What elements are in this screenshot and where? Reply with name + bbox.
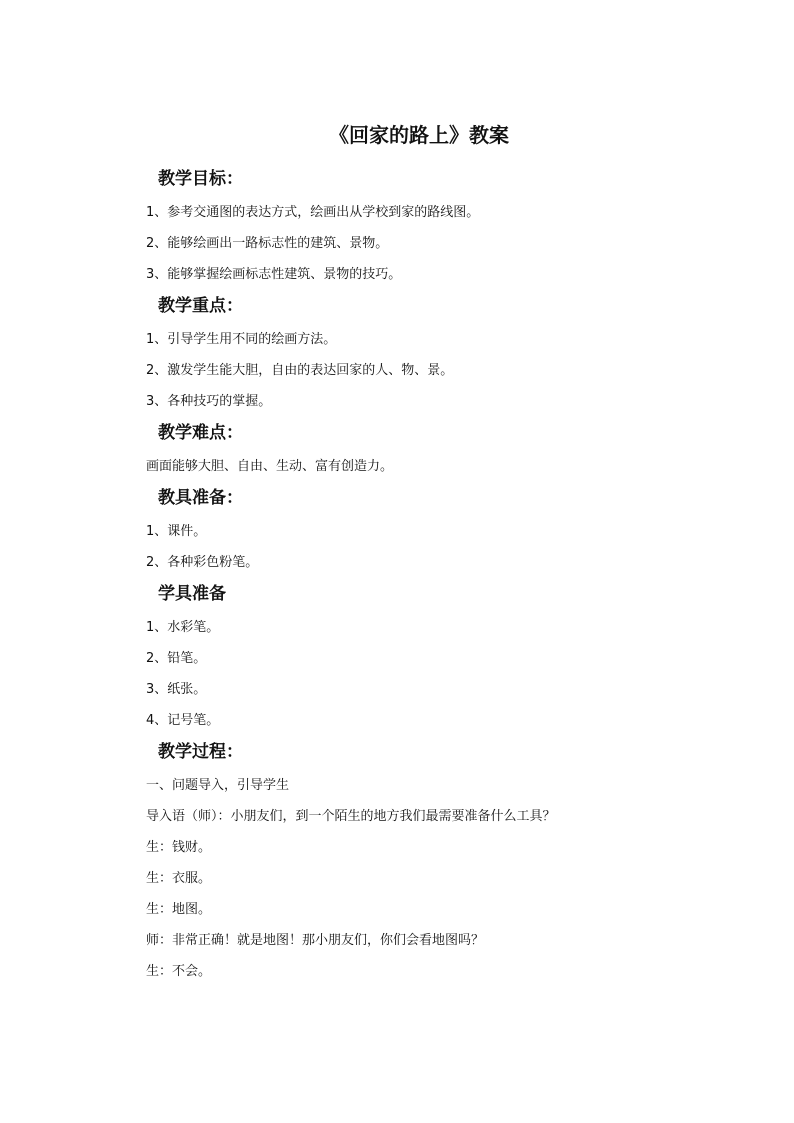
- list-item: 生：地图。: [146, 902, 212, 917]
- section-heading: 教学重点：: [158, 296, 243, 316]
- section-heading: 教具准备：: [158, 488, 243, 508]
- list-item: 4、记号笔。: [146, 713, 220, 728]
- section-heading: 教学难点：: [158, 423, 243, 443]
- list-item: 1、课件。: [146, 524, 207, 539]
- list-item: 师：非常正确！就是地图！那小朋友们，你们会看地图吗？: [146, 933, 485, 948]
- list-item: 3、纸张。: [146, 682, 207, 697]
- section-student-tools: [146, 579, 706, 737]
- list-item: 2、激发学生能大胆，自由的表达回家的人、物、景。: [146, 363, 454, 378]
- section-objectives: [146, 164, 706, 291]
- list-item: 1、参考交通图的表达方式，绘画出从学校到家的路线图。: [146, 205, 480, 220]
- list-item: 生：衣服。: [146, 871, 212, 886]
- list-item: 导入语（师）：小朋友们，到一个陌生的地方我们最需要准备什么工具？: [146, 809, 556, 824]
- section-difficulties: [146, 418, 706, 483]
- document-title: 《回家的路上》教案: [329, 123, 509, 147]
- section-process: [146, 737, 706, 988]
- list-item: 2、能够绘画出一路标志性的建筑、景物。: [146, 236, 389, 251]
- list-item: 2、铅笔。: [146, 651, 207, 666]
- list-item: 3、能够掌握绘画标志性建筑、景物的技巧。: [146, 267, 402, 282]
- section-teacher-tools: [146, 483, 706, 579]
- section-heading: 教学目标：: [158, 169, 243, 189]
- section-key-points: [146, 291, 706, 418]
- document-body: [146, 164, 706, 988]
- list-item: 生：钱财。: [146, 840, 212, 855]
- section-heading: 教学过程：: [158, 742, 243, 762]
- list-item: 一、问题导入，引导学生: [146, 778, 290, 793]
- list-item: 2、各种彩色粉笔。: [146, 555, 259, 570]
- list-item: 画面能够大胆、自由、生动、富有创造力。: [146, 459, 394, 474]
- list-item: 1、引导学生用不同的绘画方法。: [146, 332, 337, 347]
- list-item: 1、水彩笔。: [146, 620, 220, 635]
- section-heading: 学具准备: [158, 584, 226, 604]
- list-item: 生：不会。: [146, 964, 212, 979]
- list-item: 3、各种技巧的掌握。: [146, 394, 272, 409]
